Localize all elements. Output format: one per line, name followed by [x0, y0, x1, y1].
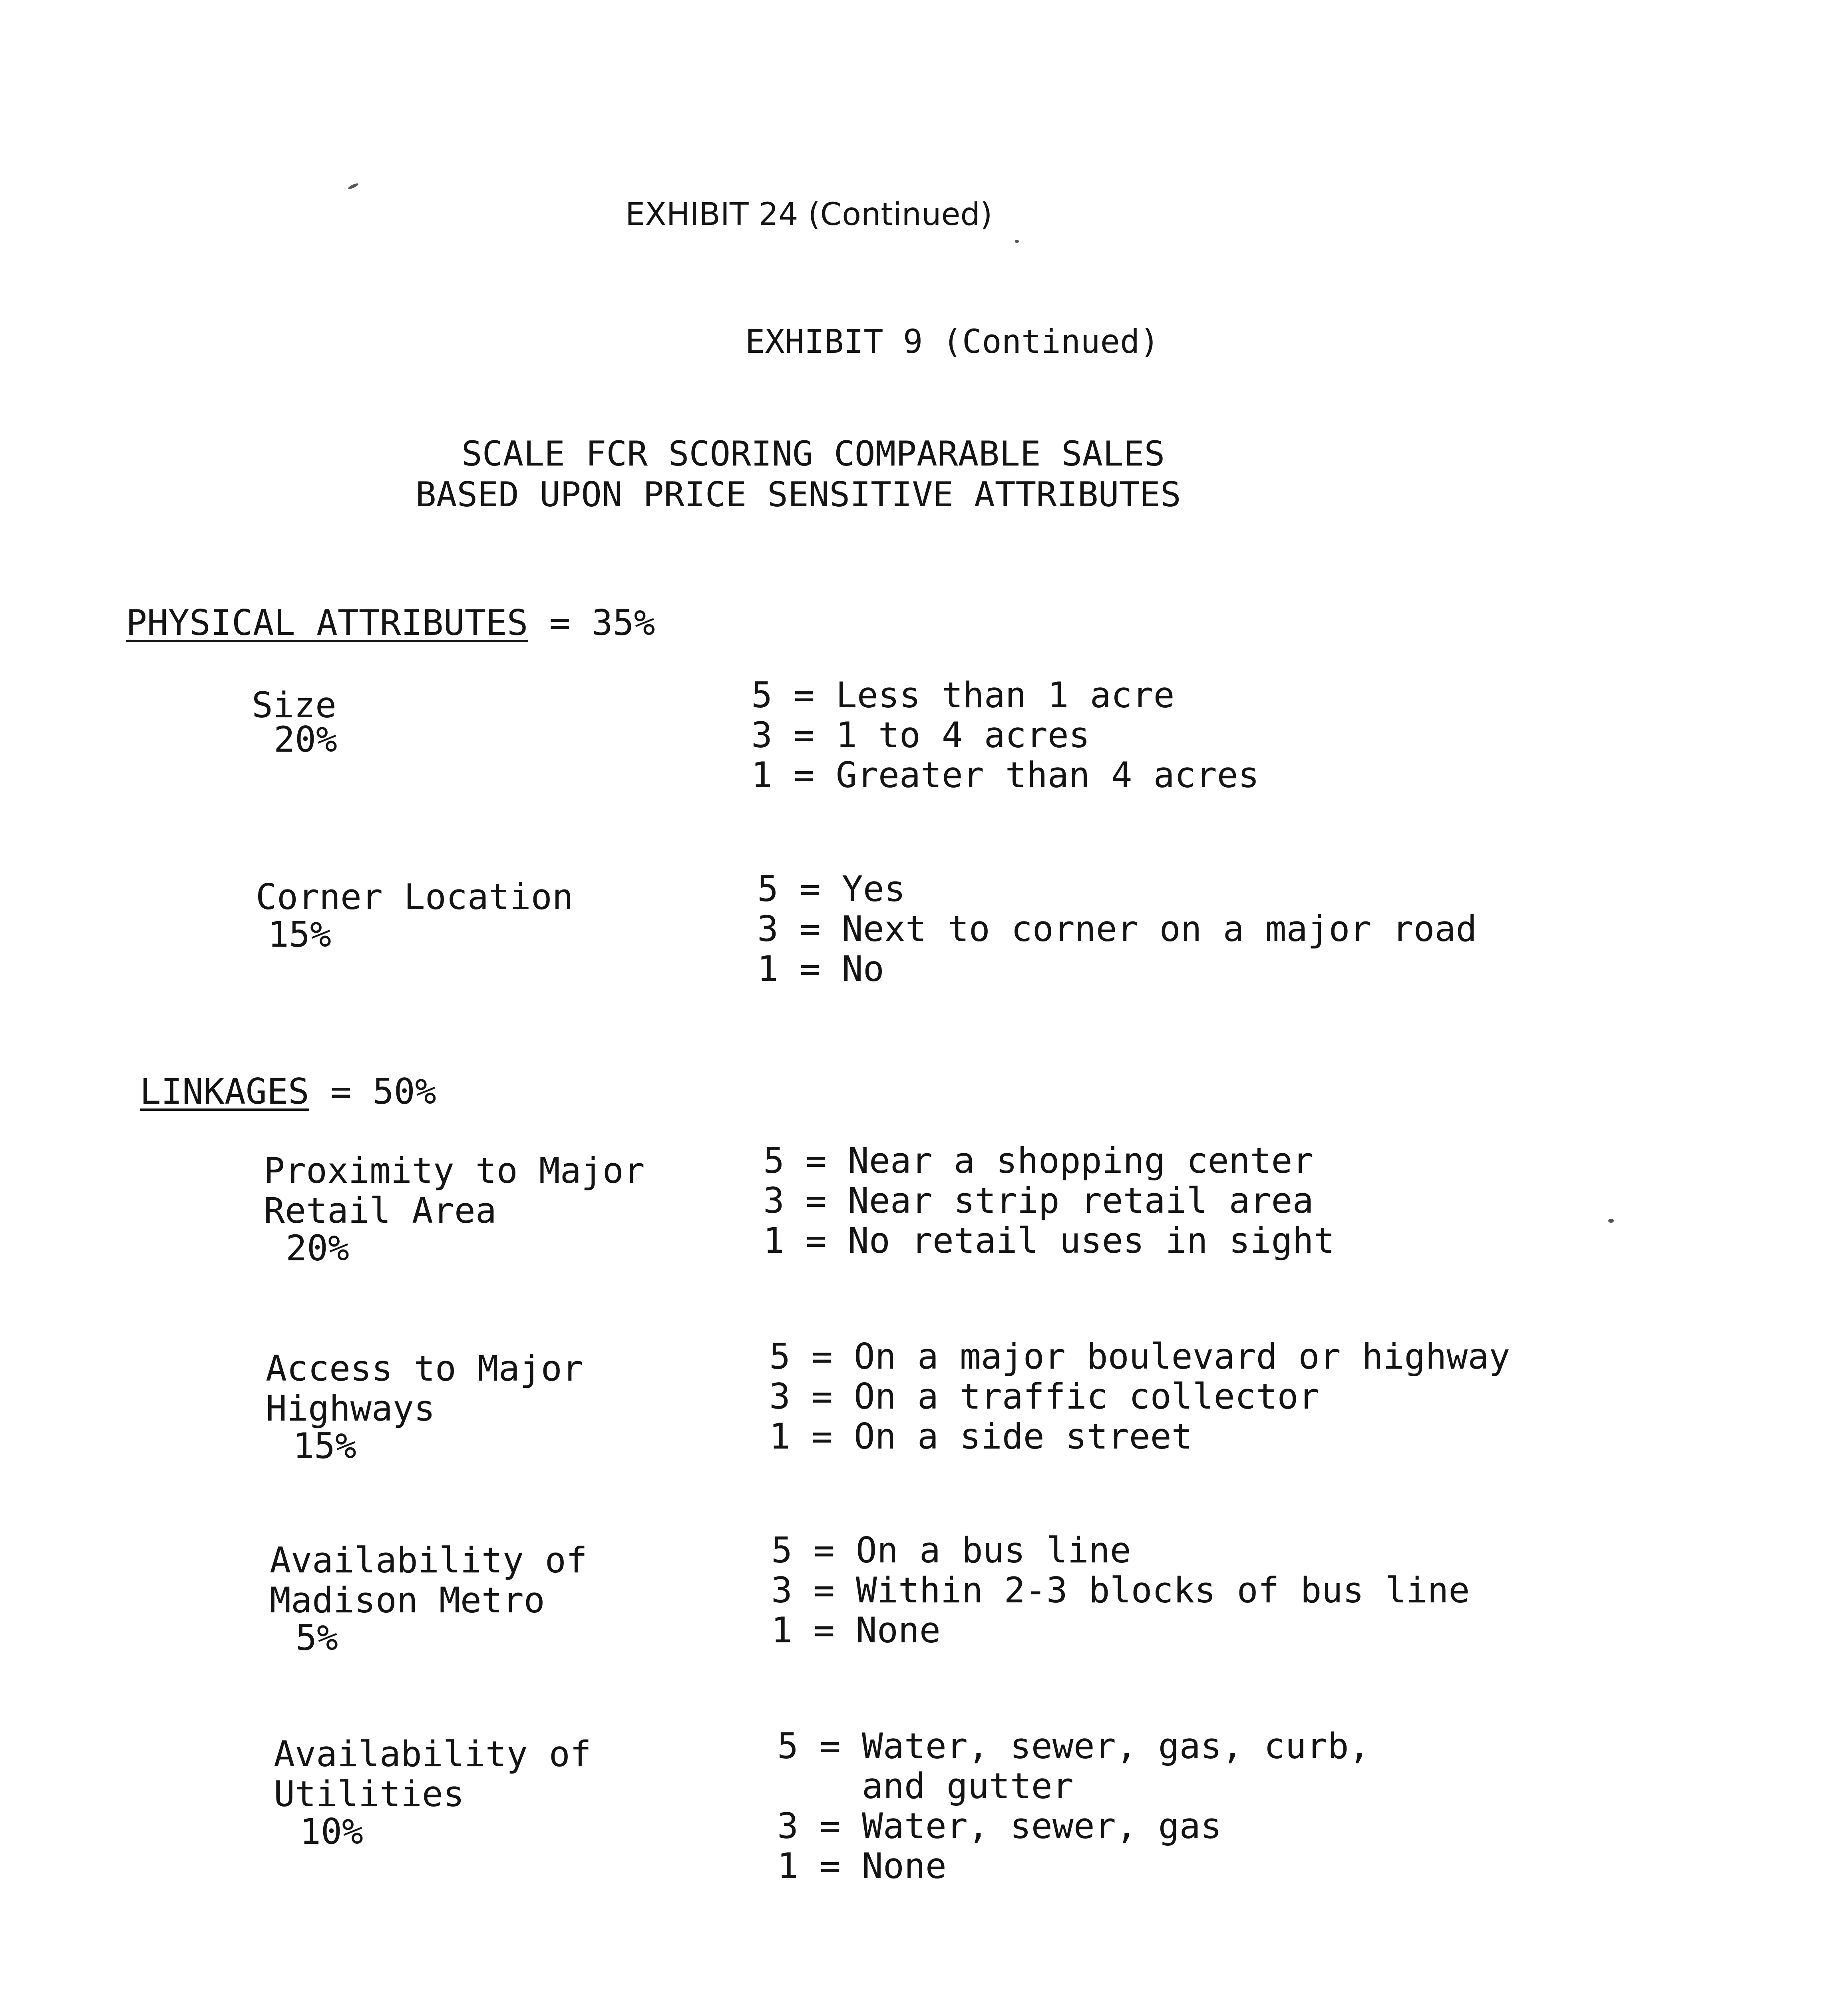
- attribute-label: Availability of: [270, 1540, 587, 1581]
- scale-row: 1 = None: [777, 1845, 947, 1887]
- section-heading-linkages: [140, 1071, 436, 1112]
- scale-row: 5 = Near a shopping center: [763, 1140, 1314, 1181]
- scale-row: 1 = No retail uses in sight: [763, 1220, 1335, 1261]
- attribute-weight: 20%: [286, 1228, 349, 1269]
- scale-highway-access: [769, 1337, 1510, 1457]
- scale-row: 1 = No: [757, 948, 884, 989]
- attribute-label: Proximity to Major: [264, 1150, 645, 1191]
- scan-speck: [1015, 240, 1019, 243]
- scale-row: 3 = On a traffic collector: [769, 1376, 1320, 1417]
- document-title-line-1: SCALE FCR SCORING COMPARABLE SALES: [462, 434, 1165, 474]
- attribute-label: Size: [252, 685, 336, 726]
- attribute-label: Utilities: [274, 1773, 464, 1815]
- scale-row: 1 = None: [771, 1610, 941, 1651]
- scale-corner-location: [757, 869, 1477, 989]
- attribute-label: Highways: [266, 1388, 435, 1429]
- scale-row: and gutter: [777, 1765, 1074, 1807]
- exhibit-inner-heading: EXHIBIT 9 (Continued): [745, 323, 1160, 361]
- scale-row: 5 = Yes: [757, 868, 905, 909]
- attribute-label: Availability of: [274, 1733, 591, 1775]
- scale-utilities: [777, 1726, 1370, 1886]
- attribute-weight: 10%: [300, 1811, 363, 1852]
- attribute-label: Access to Major: [266, 1348, 583, 1389]
- section-heading-physical-attributes: [126, 602, 655, 643]
- scale-proximity-retail: [763, 1141, 1335, 1261]
- section-heading-text: LINKAGES: [140, 1071, 309, 1112]
- scale-row: 1 = Greater than 4 acres: [751, 754, 1259, 796]
- scale-row: 5 = On a bus line: [771, 1530, 1131, 1571]
- scale-row: 3 = Next to corner on a major road: [757, 908, 1477, 949]
- section-heading-weight: = 50%: [309, 1071, 436, 1112]
- scale-row: 3 = 1 to 4 acres: [751, 714, 1090, 756]
- document-title-line-2: BASED UPON PRICE SENSITIVE ATTRIBUTES: [416, 475, 1181, 515]
- scale-size: [751, 675, 1259, 795]
- scale-row: 1 = On a side street: [769, 1416, 1193, 1457]
- scan-speck: [348, 182, 359, 190]
- scale-row: 3 = Within 2-3 blocks of bus line: [771, 1570, 1470, 1611]
- section-heading-weight: = 35%: [528, 602, 655, 643]
- scale-row: 3 = Near strip retail area: [763, 1180, 1314, 1221]
- scale-row: 3 = Water, sewer, gas: [777, 1805, 1222, 1847]
- scale-row: 5 = Water, sewer, gas, curb,: [777, 1725, 1370, 1767]
- scan-speck: [1608, 1219, 1614, 1223]
- scale-row: 5 = On a major boulevard or highway: [769, 1336, 1510, 1377]
- attribute-label: Retail Area: [264, 1190, 497, 1231]
- attribute-weight: 20%: [274, 719, 337, 760]
- attribute-weight: 15%: [268, 914, 331, 955]
- attribute-weight: 5%: [296, 1617, 338, 1658]
- attribute-label: Corner Location: [256, 876, 573, 917]
- attribute-label: Madison Metro: [270, 1580, 545, 1621]
- attribute-weight: 15%: [293, 1425, 356, 1467]
- scale-row: 5 = Less than 1 acre: [751, 675, 1175, 716]
- scale-madison-metro: [771, 1530, 1470, 1650]
- exhibit-outer-heading: EXHIBIT 24 (Continued): [625, 197, 993, 233]
- section-heading-text: PHYSICAL ATTRIBUTES: [126, 602, 528, 643]
